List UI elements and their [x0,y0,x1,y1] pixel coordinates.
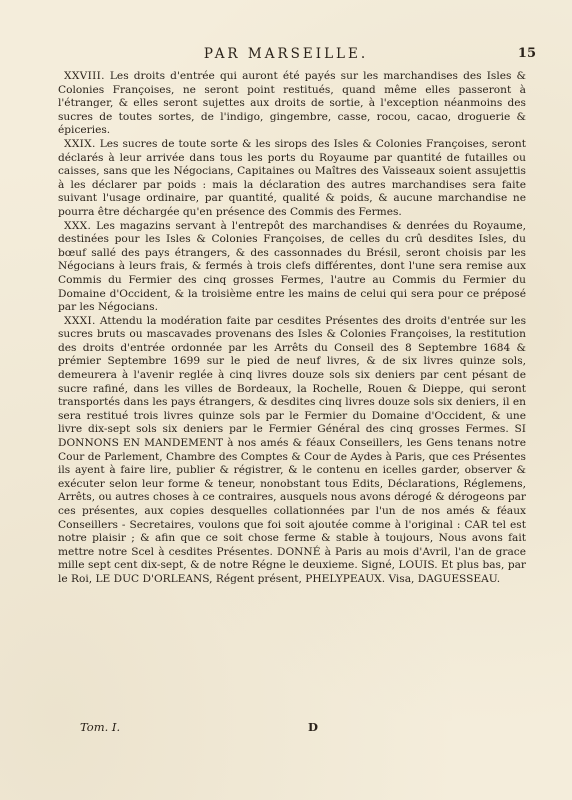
body-text [58,70,526,587]
page-header [0,46,572,66]
article-numeral: XXXI. [64,314,96,327]
running-head: PAR MARSEILLE. [203,46,369,62]
article-numeral: XXIX. [64,137,96,150]
article-numeral: XXX. [64,219,92,232]
signature-mark: D [308,720,318,734]
article-28 [58,70,526,138]
article-29 [58,138,526,220]
article-text: Les magazins servant à l'entrepôt des marchandises & denrées du Royaume, destinées pour les Isles & Colonies Françoises, de celles du crû desdites Isles, du bœuf sallé des pays étrangers, & des cassonnades du Brésil, seront choisis par les Négocians à leurs frais, & fermés à trois clefs différentes, dont l'une sera remise aux Commis du Fermier des cinq grosses Fermes, l'autre au Commis du Fermier du Domaine d'Occident, & la troisième entre les mains de celui qui sera pour ce préposé par les Négocians. [58,219,526,314]
article-30 [58,220,526,315]
article-31 [58,315,526,587]
article-numeral: XXVIII. [64,70,105,82]
volume-label: Tom. I. [80,720,121,734]
article-text: Les droits d'entrée qui auront été payés sur les marchandises des Isles & Colonies Françoises, ne seront point restitués, quand même elles passeront à l'étranger, & elles seront sujettes aux droits de sortie, à l'exception néanmoins des sucres de toutes sortes, de l'indigo, gingembre, casse, rocou, cacao, droguerie & épiceries. [58,70,526,137]
article-text: Les sucres de toute sorte & les sirops des Isles & Colonies Françoises, seront déclarés à leur arrivée dans tous les ports du Royaume par quantité de futailles ou caisses, sans que les Négocians, Capitaines ou Maîtres des Vaisseaux soient assujettis à les déclarer par poids : mais la déclaration des autres marchandises sera faite suivant l'usage ordinaire, par quantité, qualité & poids, & aucune marchandise ne pourra être déchargée qu'en présence des Commis des Fermes. [58,137,526,218]
page-footer [58,720,526,736]
page-number: 15 [517,46,536,61]
article-text: Attendu la modération faite par cesdites Présentes des droits d'entrée sur les sucres bruts ou mascavades provenans des Isles & Colonies Françoises, la restitution des droits d'entrée ordonnée par les Arrêts du Conseil des 8 Septembre 1684 & prémier Septembre 1699 sur le pied de neuf livres, & de six livres quinze sols, demeurera à l'avenir reglée à cinq livres douze sols six deniers par cent pésant de sucre rafiné, dans les villes de Bordeaux, la Rochelle, Rouen & Dieppe, qui seront transportés dans les pays étrangers, & desdites cinq livres douze sols six deniers, il en sera restitué trois livres quinze sols par le Fermier du Domaine d'Occident, & une livre dix-sept sols six deniers par le Fermier Général des cinq grosses Fermes. SI DONNONS EN MANDEMENT à nos amés & féaux Conseillers, les Gens tenans notre Cour de Parlement, Chambre des Comptes & Cour de Aydes à Paris, que ces Présentes ils ayent à faire lire, publier & régistrer, & le contenu en icelles garder, observer & exécuter selon leur forme & teneur, nonobstant tous Edits, Déclarations, Réglemens, Arrêts, ou autres choses à ce contraires, ausquels nous avons dérogé & dérogeons par ces présentes, aux copies desquelles collationnées par l'un de nos amés & féaux Conseillers - Secretaires, voulons que foi soit ajoutée comme à l'original : CAR tel est notre plaisir ; & afin que ce soit chose ferme & stable à toujours, Nous avons fait mettre notre Scel à cesdites Présentes. DONNÉ à Paris au mois d'Avril, l'an de grace mille sept cent dix-sept, & de notre Régne le deuxieme. Signé, LOUIS. Et plus bas, par le Roi, LE DUC D'ORLEANS, Régent présent, PHELYPEAUX. Visa, DAGUESSEAU. [58,314,527,585]
